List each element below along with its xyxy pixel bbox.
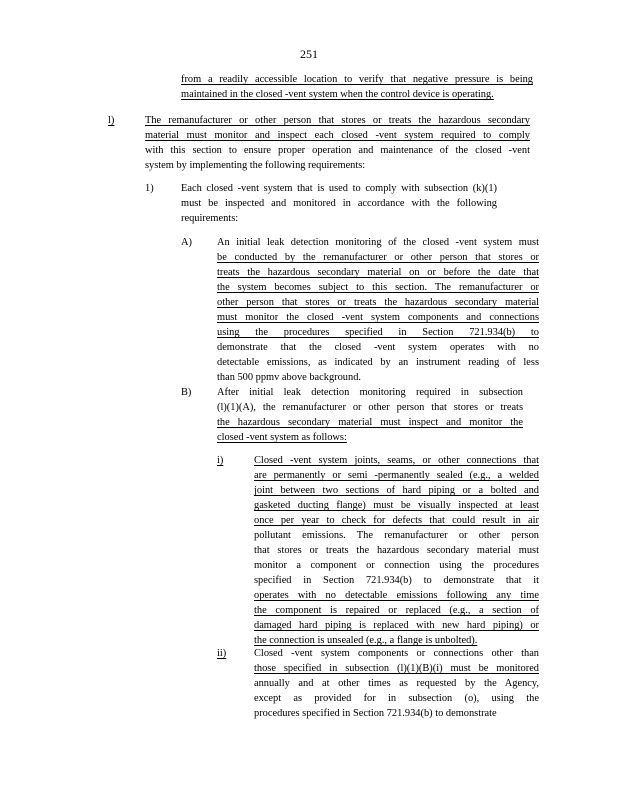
text-line: those specified in subsection (l)(1)(B)(i) must be monitored <box>254 663 539 674</box>
text-line: than 500 ppmv above background. <box>217 372 361 383</box>
item-i-paragraph <box>254 453 539 648</box>
text-line: treats the hazardous secondary material on or before the date that <box>217 267 539 278</box>
text-line: demonstrate that the closed -vent system operates with no <box>217 342 539 353</box>
text-line: the hazardous secondary material must inspect and monitor the <box>217 417 523 428</box>
item-b-paragraph <box>217 385 523 445</box>
text-line: once per year to check for defects that could result in air <box>254 515 539 526</box>
text-line: except as provided for in subsection (o), using the <box>254 693 539 704</box>
text-line: procedures specified in Section 721.934(b) to demonstrate <box>254 708 497 719</box>
page-number: 251 <box>300 47 318 61</box>
section-label: l) <box>108 115 115 126</box>
text-line: An initial leak detection monitoring of the closed -vent system must <box>217 237 539 248</box>
text-line: be conducted by the remanufacturer or other person that stores or <box>217 252 539 263</box>
text-line: requirements: <box>181 213 239 224</box>
text-line: After initial leak detection monitoring required in subsection <box>217 387 523 398</box>
text-line: from a readily accessible location to verify that negative pressure is being <box>181 74 533 85</box>
item-1-label: 1) <box>145 183 154 194</box>
intro-paragraph <box>181 72 533 102</box>
text-line: joint between two sections of hard piping or a bolted and <box>254 485 539 496</box>
text-line: Each closed -vent system that is used to comply with subsection (k)(1) <box>181 183 497 194</box>
item-i-label: i) <box>217 455 224 466</box>
text-line: operates with no detectable emissions following any time <box>254 590 539 601</box>
item-a-paragraph <box>217 235 539 385</box>
text-line: maintained in the closed -vent system when the control device is operating. <box>181 89 494 100</box>
text-line: must be inspected and monitored in accordance with the following <box>181 198 497 209</box>
text-line: (l)(1)(A), the remanufacturer or other person that stores or treats <box>217 402 523 413</box>
text-line: the connection is unsealed (e.g., a flange is unbolted). <box>254 635 478 646</box>
text-line: annually and at other times as requested by the Agency, <box>254 678 539 689</box>
text-line: Closed -vent system joints, seams, or other connections that <box>254 455 539 466</box>
text-line: system by implementing the following requirements: <box>145 160 366 171</box>
item-ii-paragraph <box>254 646 539 721</box>
text-line: specified in Section 721.934(b) to demonstrate that it <box>254 575 539 586</box>
text-line: detectable emissions, as indicated by an instrument reading of less <box>217 357 539 368</box>
text-line: gasketed ducting flange) must be visually inspected at least <box>254 500 539 511</box>
text-line: the system becomes subject to this section. The remanufacturer or <box>217 282 539 293</box>
text-line: must monitor the closed -vent system components and connections <box>217 312 539 323</box>
text-line: are permanently or semi -permanently sealed (e.g., a welded <box>254 470 539 481</box>
text-line: that stores or treats the hazardous secondary material must <box>254 545 539 556</box>
item-a-label: A) <box>181 237 192 248</box>
text-line: material must monitor and inspect each closed -vent system required to comply <box>145 130 530 141</box>
text-line: the component is repaired or replaced (e.g., a section of <box>254 605 539 616</box>
text-line: other person that stores or treats the hazardous secondary material <box>217 297 539 308</box>
text-line: damaged hard piping is replaced with new hard piping) or <box>254 620 539 631</box>
item-ii-label: ii) <box>217 648 227 659</box>
text-line: closed -vent system as follows: <box>217 432 347 443</box>
text-line: with this section to ensure proper operation and maintenance of the closed -vent <box>145 145 530 156</box>
item-1-paragraph <box>181 181 497 226</box>
text-line: Closed -vent system components or connections other than <box>254 648 539 659</box>
section-l-paragraph <box>145 113 530 173</box>
item-b-label: B) <box>181 387 192 398</box>
text-line: using the procedures specified in Section 721.934(b) to <box>217 327 539 338</box>
text-line: monitor a component or connection using the procedures <box>254 560 539 571</box>
text-line: pollutant emissions. The remanufacturer or other person <box>254 530 539 541</box>
text-line: The remanufacturer or other person that stores or treats the hazardous secondary <box>145 115 530 126</box>
